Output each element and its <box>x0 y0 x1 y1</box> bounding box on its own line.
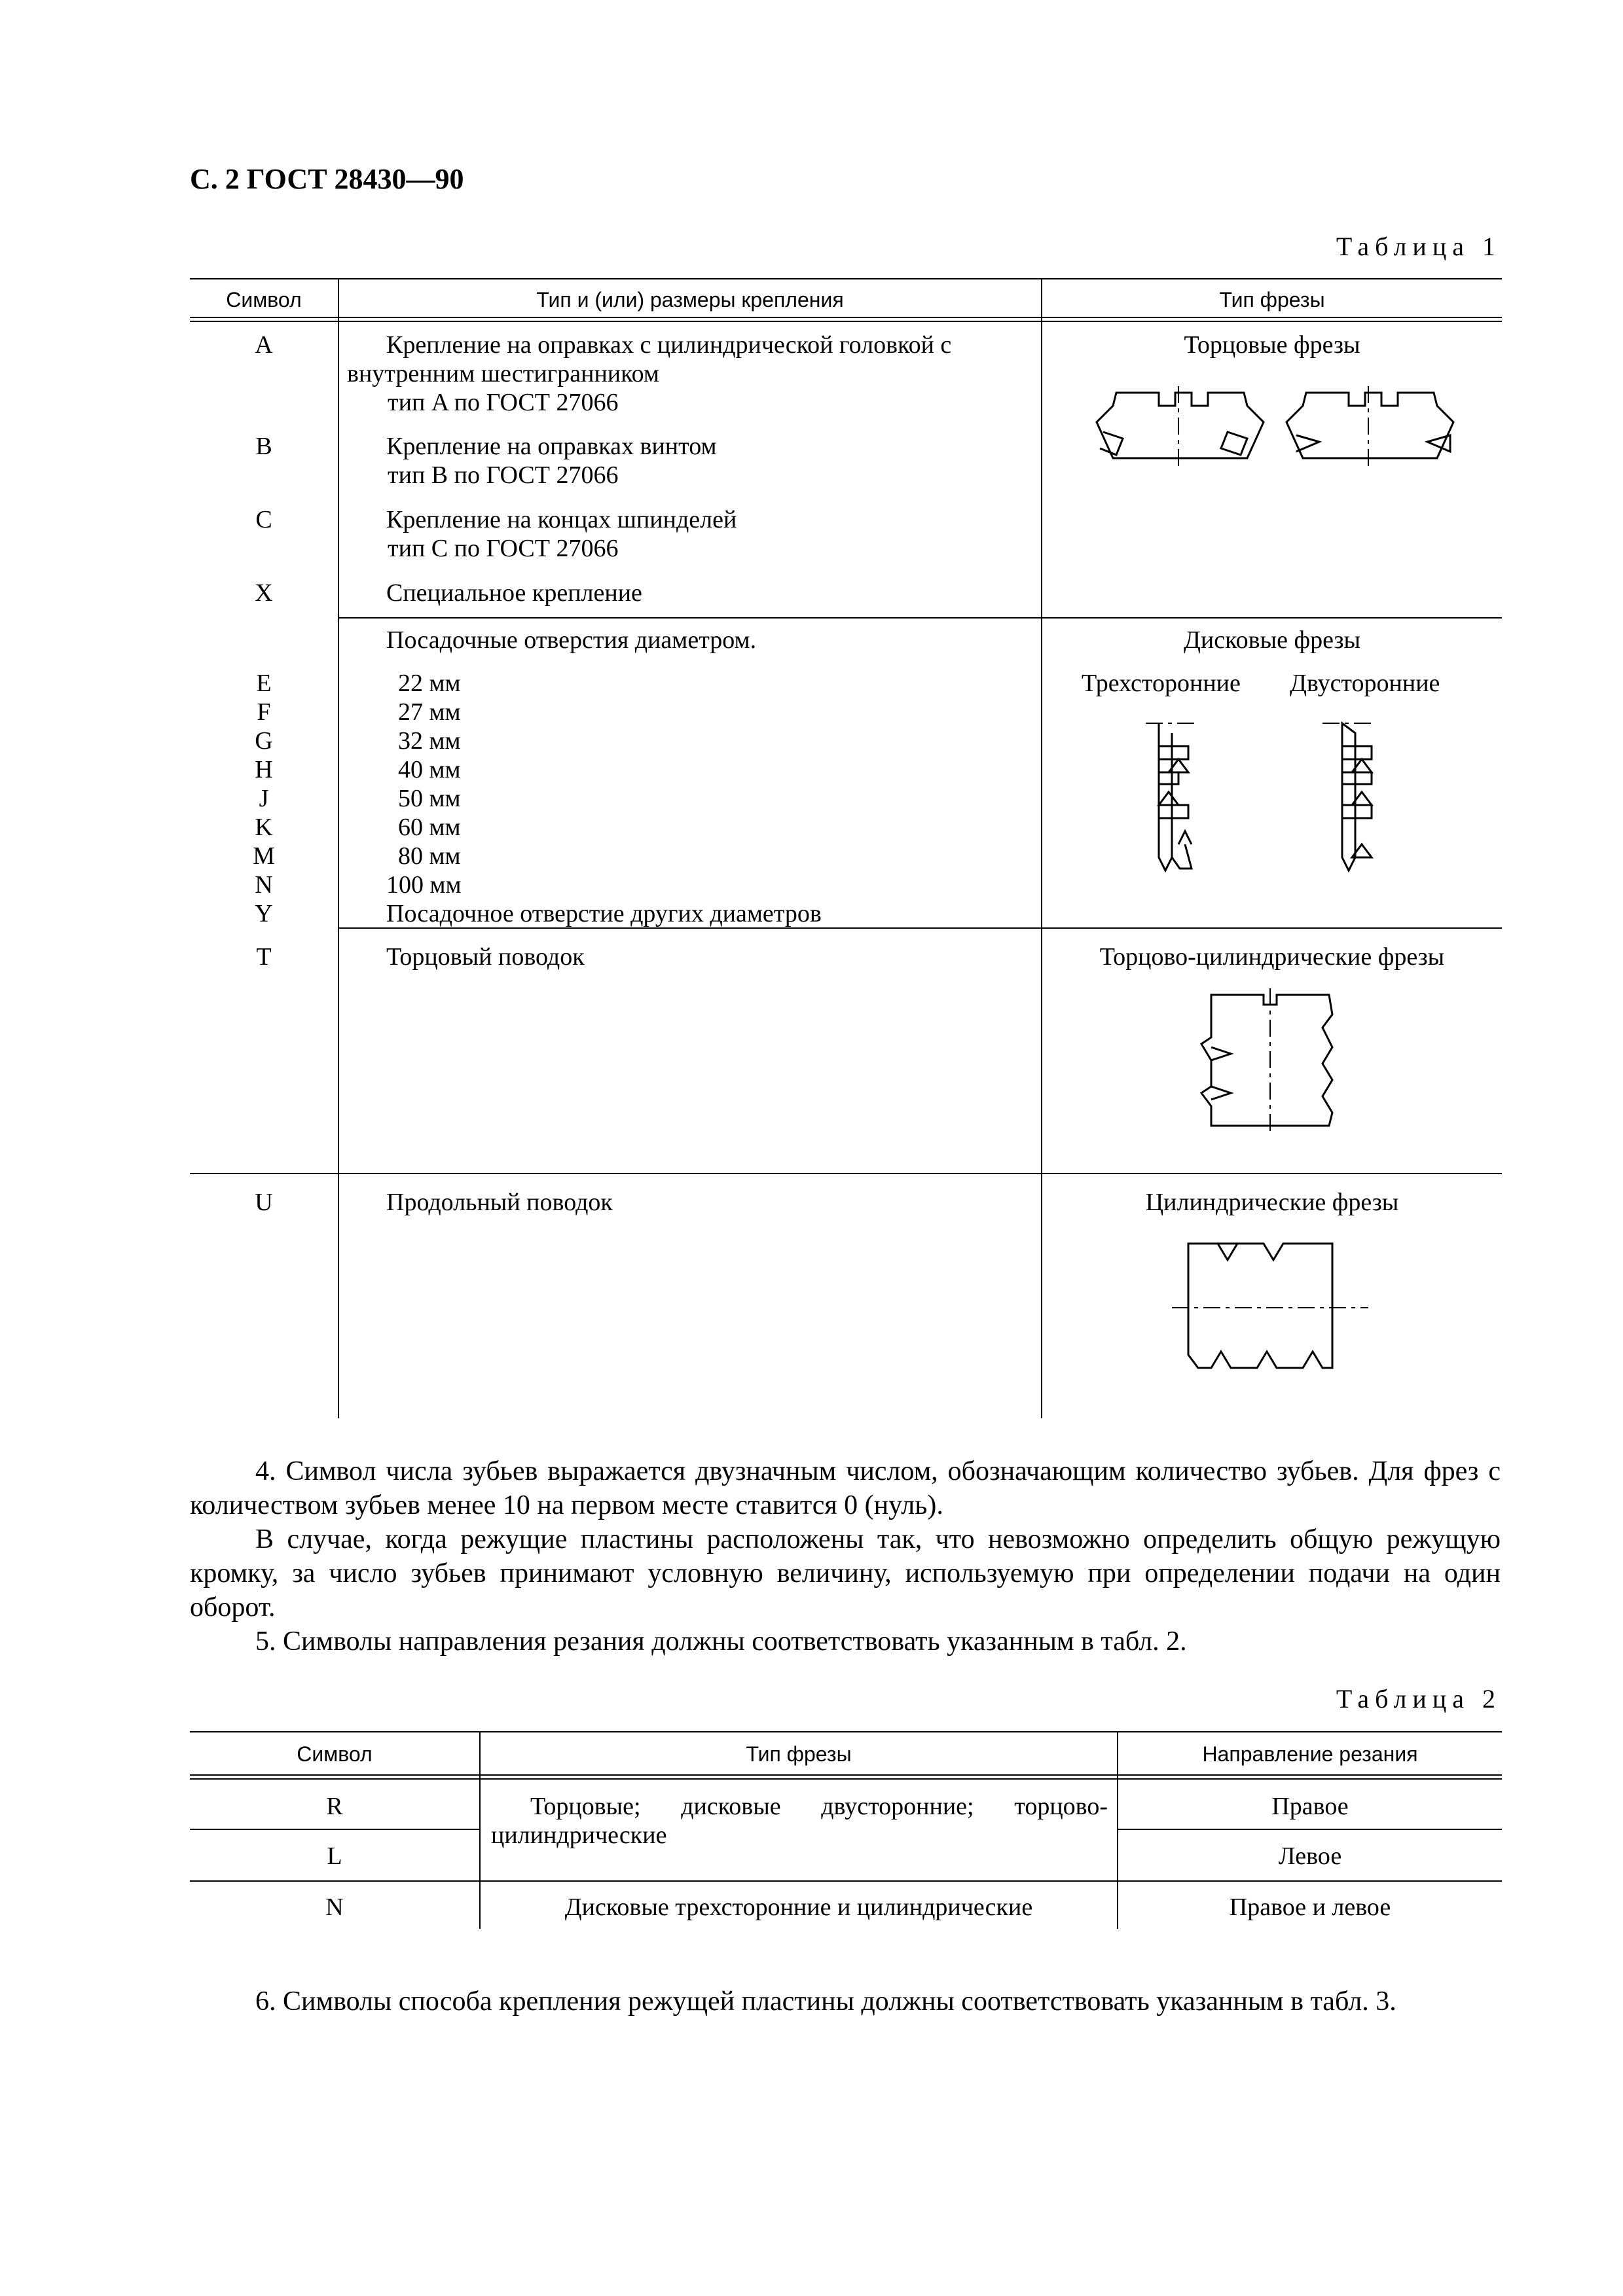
table1-caption: Таблица 1 <box>1336 232 1501 261</box>
table1-symbol: B <box>255 433 272 460</box>
bore-symbol: N <box>255 871 273 899</box>
paragraph-5: 5. Символы направления резания должны соответствовать указанным в табл. 2. <box>255 1626 1187 1657</box>
table1-mount-text: Специальное крепление <box>386 579 642 607</box>
bore-size: 40 мм <box>398 756 461 783</box>
table2-header-symbol: Символ <box>297 1742 373 1766</box>
paragraph-6: 6. Символы способа крепления режущей пластины должны соответствовать указанным в табл. 3. <box>255 1986 1396 2017</box>
table1-symbol: C <box>255 506 272 533</box>
three-sided-label: Трехсторонние <box>1082 670 1241 697</box>
bore-size: Посадочное отверстие других диаметров <box>386 900 822 927</box>
table1-mount-text: Продольный поводок <box>386 1189 613 1216</box>
bore-size: 32 мм <box>398 727 461 755</box>
table2-header-direction: Направление резания <box>1202 1742 1418 1766</box>
table1-symbol: U <box>255 1189 273 1216</box>
table1-header-mount: Тип и (или) размеры крепления <box>536 288 844 312</box>
table1-mount-text: Крепление на концах шпинделей <box>386 506 737 533</box>
face-mills-label: Торцовые фрезы <box>1184 331 1360 359</box>
bore-size: 100 мм <box>386 871 462 899</box>
paragraph-4: 4. Символ числа зубьев выражается двузначным числом, обозначающим количество зубьев. Для фрез с количеством зубьев менее 10 на первом месте ставится 0 (нуль). <box>190 1456 1501 1520</box>
table1-mount-text: тип C по ГОСТ 27066 <box>388 535 619 562</box>
table2-direction: Левое <box>1278 1842 1342 1870</box>
table2-merged-type: Торцовые; дисковые двусторонние; торцово-цилиндрические <box>491 1793 1108 1849</box>
table1-mount-text: Крепление на оправках винтом <box>386 433 717 460</box>
page-header: С. 2 ГОСТ 28430—90 <box>190 163 464 195</box>
bore-symbol: G <box>255 727 273 755</box>
bore-symbol: E <box>256 670 272 697</box>
table2-symbol: R <box>326 1793 343 1820</box>
table2-type: Дисковые трехсторонние и цилиндрические <box>564 1893 1033 1921</box>
bore-size: 60 мм <box>398 814 461 841</box>
bore-size: 50 мм <box>398 785 461 812</box>
face-cylindrical-mill-diagram <box>1198 988 1355 1139</box>
table1-symbol: T <box>256 943 272 971</box>
table1-mount-text: тип A по ГОСТ 27066 <box>388 389 619 416</box>
table2-caption: Таблица 2 <box>1336 1684 1501 1713</box>
bore-size: 27 мм <box>398 698 461 726</box>
bore-symbol: M <box>253 842 275 870</box>
cylindrical-mills-label: Цилиндрические фрезы <box>1145 1189 1399 1216</box>
bore-symbol: K <box>255 814 273 841</box>
bore-symbol: J <box>259 785 269 812</box>
table1-bore-title: Посадочные отверстия диаметром. <box>386 626 757 654</box>
paragraph-4-continued: В случае, когда режущие пластины расположены так, что невозможно определить общую режущую кромку, за число зубьев принимают условную величину, используемую при определении подачи на один оборот. <box>190 1524 1501 1623</box>
table1-symbol: X <box>255 579 273 607</box>
bore-symbol: H <box>255 756 273 783</box>
table2-header-type: Тип фрезы <box>746 1742 852 1766</box>
face-cylindrical-mills-label: Торцово-цилиндрические фрезы <box>1099 943 1445 971</box>
table1-symbol: A <box>255 331 273 359</box>
bore-size: 80 мм <box>398 842 461 870</box>
face-mill-diagram <box>1087 386 1453 471</box>
table1-header-symbol: Символ <box>226 288 302 312</box>
bore-size: 22 мм <box>398 670 461 697</box>
two-sided-disc-mill-diagram <box>1322 717 1375 880</box>
table2-direction: Правое и левое <box>1229 1893 1391 1921</box>
cylindrical-mill-diagram <box>1172 1230 1381 1388</box>
three-sided-disc-mill-diagram <box>1146 717 1198 880</box>
two-sided-label: Двусторонние <box>1290 670 1440 697</box>
bore-symbol: F <box>257 698 271 726</box>
disc-mills-label: Дисковые фрезы <box>1184 626 1360 654</box>
table2-symbol: L <box>327 1842 342 1870</box>
table1-mount-text: внутренним шестигранником <box>347 360 659 387</box>
table1-mount-text: Торцовый поводок <box>386 943 585 971</box>
bore-symbol: Y <box>255 900 273 927</box>
table1-mount-text: тип B по ГОСТ 27066 <box>388 461 619 489</box>
table1-header-mill: Тип фрезы <box>1219 288 1325 312</box>
table1-mount-text: Крепление на оправках с цилиндрической головкой с <box>386 331 952 359</box>
table2-direction: Правое <box>1271 1793 1349 1820</box>
table2-symbol: N <box>325 1893 344 1921</box>
